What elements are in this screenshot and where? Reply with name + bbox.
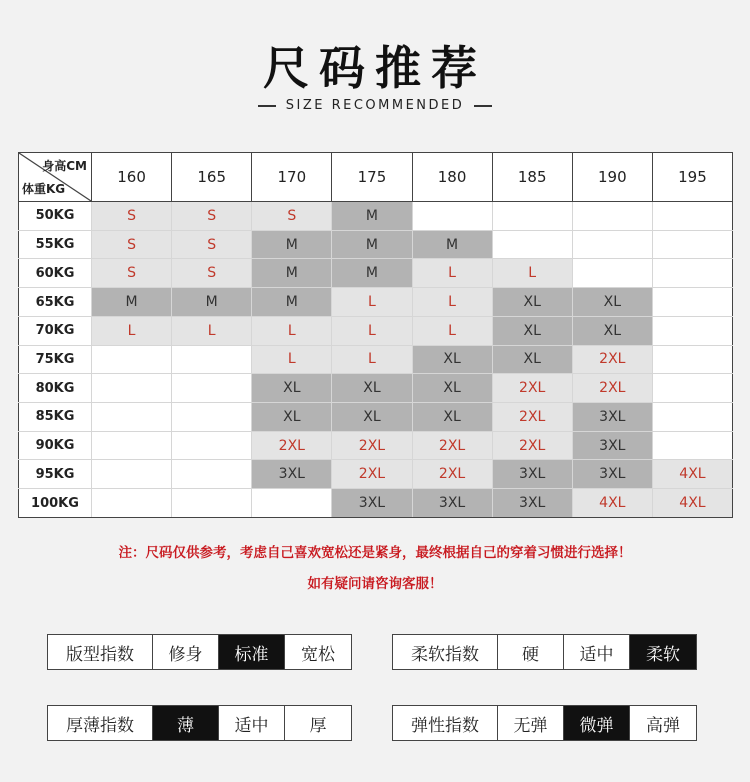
size-cell	[652, 316, 732, 345]
size-cell	[492, 202, 572, 231]
size-cell	[652, 403, 732, 432]
table-header-row	[19, 153, 733, 202]
size-cell: M	[252, 288, 332, 317]
table-corner	[19, 153, 92, 202]
page-title: 尺码推荐	[263, 41, 487, 95]
size-cell	[652, 431, 732, 460]
size-cell: M	[412, 230, 492, 259]
size-cell: 2XL	[492, 374, 572, 403]
weight-label: 90KG	[19, 431, 92, 460]
size-cell: 3XL	[572, 403, 652, 432]
thickness-index-label: 厚薄指数	[48, 706, 153, 740]
softness-option-2: 柔软	[630, 635, 696, 669]
table-row	[19, 403, 733, 432]
size-cell: XL	[492, 345, 572, 374]
size-cell: 2XL	[572, 345, 652, 374]
size-cell	[172, 460, 252, 489]
fit-option-1: 标准	[219, 635, 285, 669]
elasticity-option-1: 微弹	[564, 706, 630, 740]
size-cell: 4XL	[572, 489, 652, 518]
table-row	[19, 230, 733, 259]
weight-label: 75KG	[19, 345, 92, 374]
weight-label: 100KG	[19, 489, 92, 518]
height-header-185: 185	[492, 153, 572, 202]
size-cell: 2XL	[492, 431, 572, 460]
corner-height-label: 身高CM	[42, 159, 87, 173]
height-header-170: 170	[252, 153, 332, 202]
height-header-190: 190	[572, 153, 652, 202]
size-cell: 2XL	[412, 431, 492, 460]
size-cell: 4XL	[652, 460, 732, 489]
table-row	[19, 288, 733, 317]
size-cell	[492, 230, 572, 259]
size-cell: S	[92, 230, 172, 259]
subtitle-row	[0, 98, 750, 113]
height-header-165: 165	[172, 153, 252, 202]
thickness-option-2: 厚	[309, 715, 327, 736]
size-table	[18, 152, 733, 518]
size-cell: XL	[412, 403, 492, 432]
size-cell: 2XL	[332, 431, 412, 460]
size-cell: S	[92, 259, 172, 288]
weight-label: 65KG	[19, 288, 92, 317]
softness-option-1: 适中	[564, 635, 630, 669]
fit-option-0: 修身	[153, 635, 219, 669]
size-cell	[172, 403, 252, 432]
table-row	[19, 374, 733, 403]
size-cell: L	[492, 259, 572, 288]
table-row	[19, 460, 733, 489]
size-cell: L	[252, 316, 332, 345]
weight-label: 85KG	[19, 403, 92, 432]
size-cell: XL	[572, 316, 652, 345]
note-line-1: 注：尺码仅供参考，考虑自己喜欢宽松还是紧身，最终根据自己的穿着习惯进行选择！	[118, 545, 632, 561]
size-cell: M	[332, 202, 412, 231]
size-cell: 2XL	[332, 460, 412, 489]
size-cell: L	[412, 316, 492, 345]
size-cell: 2XL	[572, 374, 652, 403]
size-cell: S	[172, 259, 252, 288]
table-row	[19, 259, 733, 288]
size-cell: XL	[412, 374, 492, 403]
size-cell	[652, 288, 732, 317]
size-cell: 3XL	[412, 489, 492, 518]
elasticity-option-0: 无弹	[498, 706, 564, 740]
size-cell: 3XL	[572, 431, 652, 460]
size-cell: L	[412, 259, 492, 288]
weight-label: 50KG	[19, 202, 92, 231]
size-cell: L	[332, 316, 412, 345]
elasticity-option-2: 高弹	[646, 715, 680, 736]
size-cell	[172, 431, 252, 460]
size-cell: 3XL	[492, 489, 572, 518]
height-header-195: 195	[652, 153, 732, 202]
size-cell: M	[92, 288, 172, 317]
height-header-160: 160	[92, 153, 172, 202]
size-cell: 3XL	[572, 460, 652, 489]
size-cell: XL	[332, 374, 412, 403]
size-cell: XL	[332, 403, 412, 432]
weight-label: 95KG	[19, 460, 92, 489]
thickness-index	[47, 705, 352, 741]
size-cell: M	[252, 230, 332, 259]
size-cell: 3XL	[332, 489, 412, 518]
size-cell: S	[172, 230, 252, 259]
size-cell	[92, 489, 172, 518]
softness-index	[392, 634, 697, 670]
note-line-2: 如有疑问请咨询客服！	[307, 576, 443, 592]
size-cell: 4XL	[652, 489, 732, 518]
size-cell: XL	[572, 288, 652, 317]
height-header-180: 180	[412, 153, 492, 202]
size-cell: L	[92, 316, 172, 345]
softness-index-label: 柔软指数	[393, 635, 498, 669]
elasticity-index-label: 弹性指数	[393, 706, 498, 740]
page-subtitle: SIZE RECOMMENDED	[285, 98, 465, 113]
size-cell: 3XL	[252, 460, 332, 489]
size-cell	[92, 431, 172, 460]
corner-weight-label: 体重KG	[22, 182, 66, 196]
weight-label: 60KG	[19, 259, 92, 288]
size-cell	[652, 374, 732, 403]
size-cell: 3XL	[492, 460, 572, 489]
size-cell: L	[172, 316, 252, 345]
size-cell	[652, 259, 732, 288]
size-cell: L	[332, 288, 412, 317]
size-cell	[652, 345, 732, 374]
size-cell	[172, 345, 252, 374]
size-cell: M	[172, 288, 252, 317]
fit-option-2: 宽松	[301, 644, 335, 665]
size-cell: 2XL	[412, 460, 492, 489]
size-cell	[172, 489, 252, 518]
size-cell	[92, 460, 172, 489]
size-cell	[572, 230, 652, 259]
weight-label: 70KG	[19, 316, 92, 345]
weight-label: 80KG	[19, 374, 92, 403]
size-cell: XL	[492, 316, 572, 345]
table-row	[19, 316, 733, 345]
size-cell	[92, 345, 172, 374]
size-cell	[572, 259, 652, 288]
size-cell: L	[252, 345, 332, 374]
size-cell: M	[252, 259, 332, 288]
height-header-175: 175	[332, 153, 412, 202]
table-row	[19, 431, 733, 460]
table-row	[19, 345, 733, 374]
size-cell: 2XL	[492, 403, 572, 432]
table-row	[19, 202, 733, 231]
size-cell	[92, 403, 172, 432]
size-cell: XL	[252, 374, 332, 403]
size-cell	[412, 202, 492, 231]
size-cell: L	[412, 288, 492, 317]
elasticity-index	[392, 705, 697, 741]
thickness-option-0: 薄	[153, 706, 219, 740]
size-cell	[652, 202, 732, 231]
table-row	[19, 489, 733, 518]
thickness-option-1: 适中	[219, 706, 285, 740]
softness-option-0: 硬	[498, 635, 564, 669]
fit-index-label: 版型指数	[48, 635, 153, 669]
weight-label: 55KG	[19, 230, 92, 259]
size-cell: XL	[252, 403, 332, 432]
size-cell: S	[92, 202, 172, 231]
size-cell: S	[252, 202, 332, 231]
size-cell: S	[172, 202, 252, 231]
subtitle-dash-left	[258, 105, 276, 107]
fit-index	[47, 634, 352, 670]
subtitle-dash-right	[474, 105, 492, 107]
size-cell	[172, 374, 252, 403]
size-cell: L	[332, 345, 412, 374]
size-cell: M	[332, 259, 412, 288]
size-cell	[652, 230, 732, 259]
size-cell: XL	[412, 345, 492, 374]
size-cell: 2XL	[252, 431, 332, 460]
size-cell	[252, 489, 332, 518]
size-cell	[572, 202, 652, 231]
size-cell: XL	[492, 288, 572, 317]
size-cell	[92, 374, 172, 403]
size-cell: M	[332, 230, 412, 259]
